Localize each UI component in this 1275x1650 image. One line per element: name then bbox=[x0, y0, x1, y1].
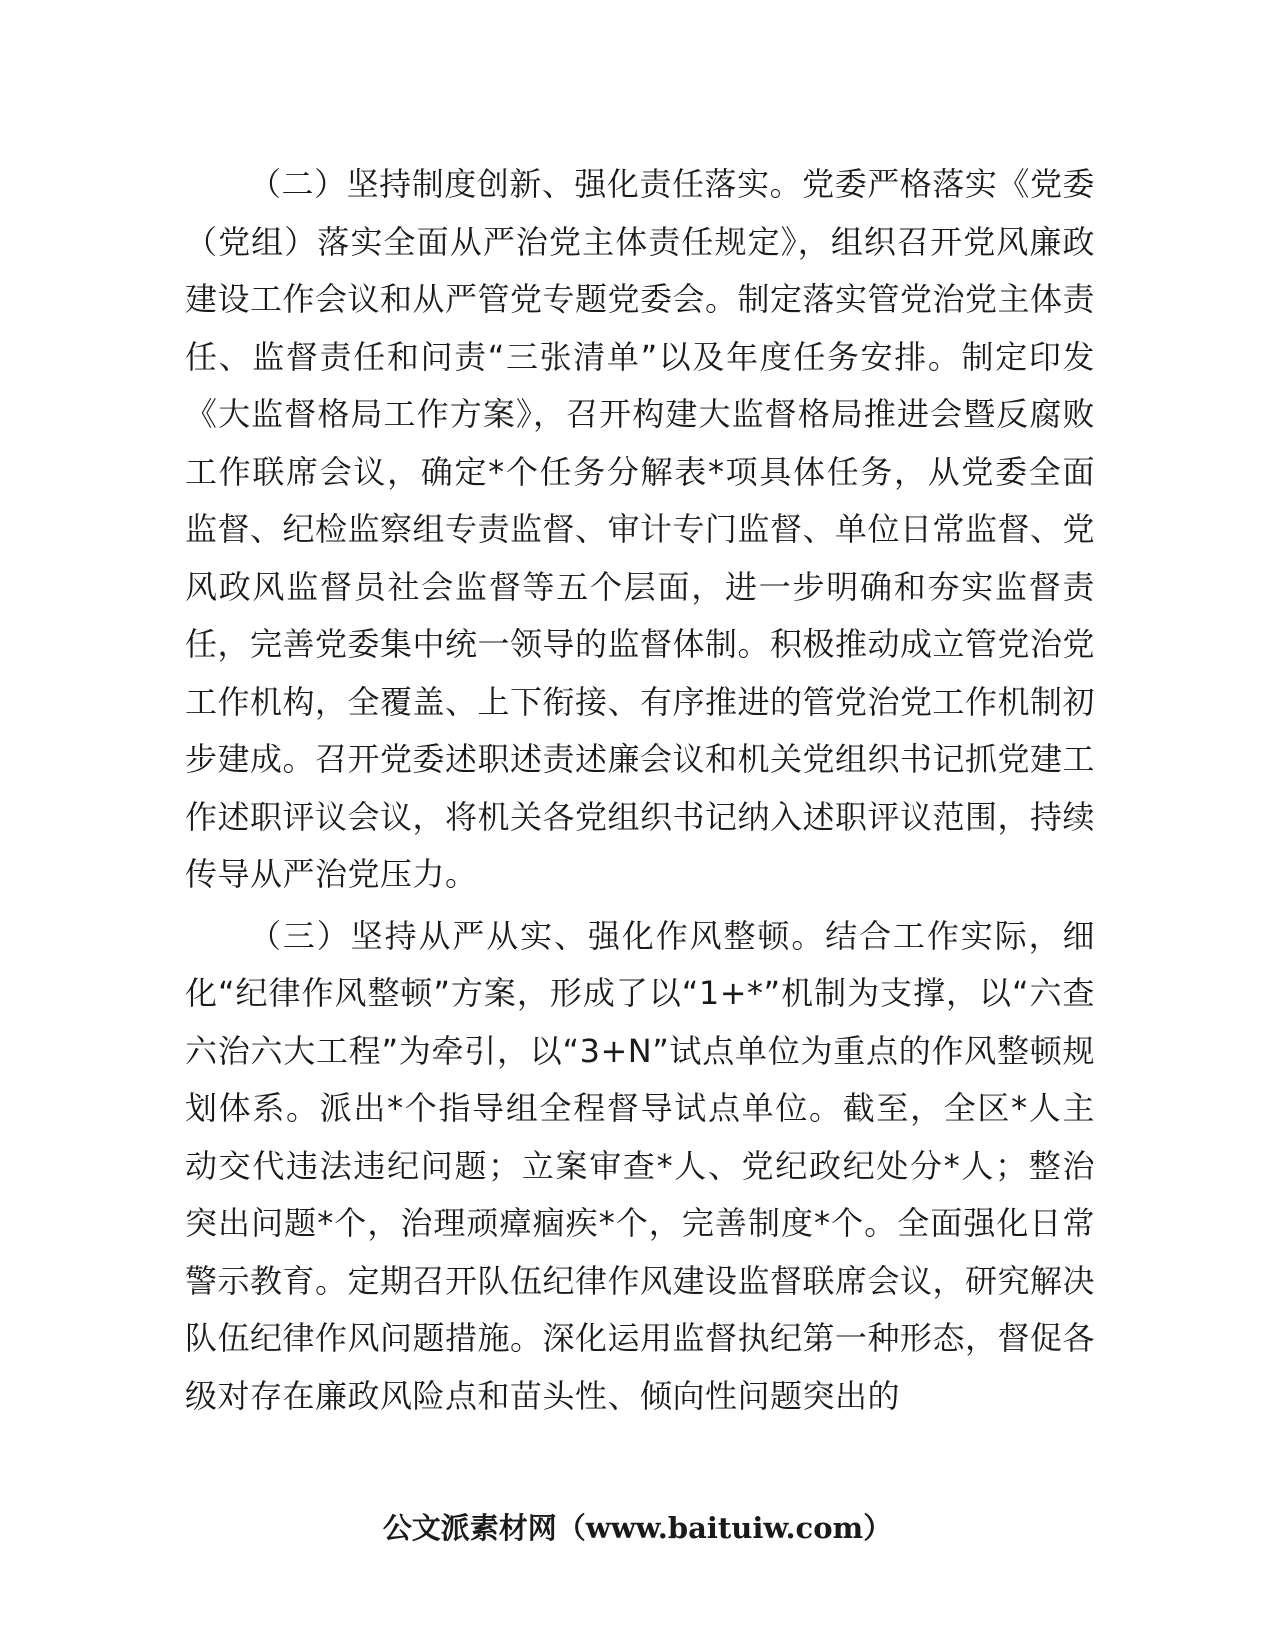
document-body bbox=[185, 156, 1095, 1425]
paragraph-section-2: （二）坚持制度创新、强化责任落实。党委严格落实《党委（党组）落实全面从严治党主体责任规定》，组织召开党风廉政建设工作会议和从严管党专题党委会。制定落实管党治党主体责任、监督责任和问责“三张清单”以及年度任务安排。制定印发《大监督格局工作方案》，召开构建大监督格局推进会暨反腐败工作联席会议，确定*个任务分解表*项具体任务，从党委全面监督、纪检监察组专责监督、审计专门监督、单位日常监督、党风政风监督员社会监督等五个层面，进一步明确和夯实监督责任，完善党委集中统一领导的监督体制。积极推动成立管党治党工作机构，全覆盖、上下衔接、有序推进的管党治党工作机制初步建成。召开党委述职述责述廉会议和机关党组织书记抓党建工作述职评议会议，将机关各党组织书记纳入述职评议范围，持续传导从严治党压力。 bbox=[185, 165, 1096, 893]
watermark-footer: 公文派素材网（www.baituiw.com） bbox=[382, 1511, 893, 1545]
paragraph-section-3: （三）坚持从严从实、强化作风整顿。结合工作实际，细化“纪律作风整顿”方案，形成了以“1+*”机制为支撑，以“六查六治六大工程”为牵引，以“3+N”试点单位为重点的作风整顿规划体系。派出*个指导组全程督导试点单位。截至，全区*人主动交代违法违纪问题；立案审查*人、党纪政纪处分*人；整治突出问题*个，治理顽瘴痼疾*个，完善制度*个。全面强化日常警示教育。定期召开队伍纪律作风建设监督联席会议，研究解决队伍纪律作风问题措施。深化运用监督执纪第一种形态，督促各级对存在廉政风险点和苗头性、倾向性问题突出的 bbox=[185, 916, 1096, 1415]
